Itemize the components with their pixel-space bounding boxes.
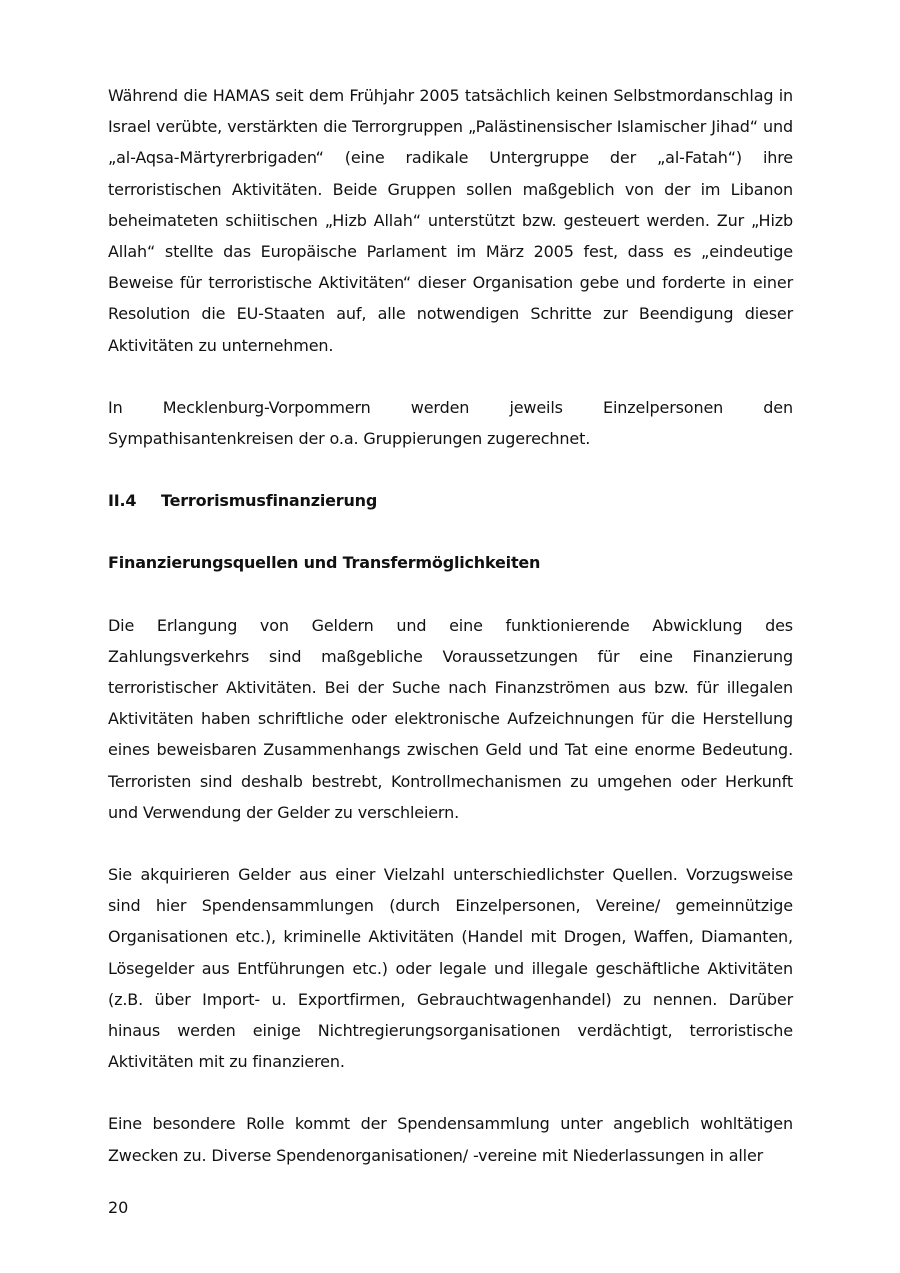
paragraph-gap bbox=[108, 516, 793, 547]
paragraph-quellen: Sie akquirieren Gelder aus einer Vielzahl unterschiedlichster Quellen. Vorzugsweise sind hier Spendensammlungen (durch Einzelpersonen, Vereine/ gemeinnützige Organisationen etc.), kriminelle Aktivitäten (Handel mit Drogen, Waffen, Diamanten, Lösegelder aus Entführungen etc.) oder legale und illegale geschäftliche Aktivitäten (z.B. über Import- u. Exportfirmen, Gebrauchtwagenhandel) zu nennen. Darüber hinaus werden einige Nichtregierungsorganisationen verdächtigt, terroristische Aktivitäten mit zu finanzieren. bbox=[108, 865, 793, 1072]
page-number: 20 bbox=[108, 1198, 129, 1217]
paragraph-erlangung: Die Erlangung von Geldern und eine funktionierende Abwicklung des Zahlungsverkehrs sind maßgebliche Voraussetzungen für eine Finanzierung terroristischer Aktivitäten. Bei der Suche nach Finanzströmen aus bzw. für illegalen Aktivitäten haben schriftliche oder elektronische Aufzeichnungen für die Herstellung eines beweisbaren Zusammenhangs zwischen Geld und Tat eine enorme Bedeutung. Terroristen sind deshalb bestrebt, Kontrollmechanismen zu umgehen oder Herkunft und Verwendung der Gelder zu verschleiern. bbox=[108, 615, 793, 822]
subheading: Finanzierungsquellen und Transfermöglichkeiten bbox=[108, 553, 541, 573]
paragraph-mecklenburg: In Mecklenburg-Vorpommern werden jeweils Einzelpersonen den Sympathisantenkreisen der o.a. Gruppierungen zugerechnet. bbox=[108, 397, 793, 449]
paragraph-gap bbox=[108, 454, 793, 485]
section-heading bbox=[108, 485, 793, 516]
paragraph-gap bbox=[108, 1077, 793, 1108]
paragraph-gap bbox=[108, 361, 793, 392]
paragraph-hamas: Während die HAMAS seit dem Frühjahr 2005 tatsächlich keinen Selbstmordanschlag in Israel verübte, verstärkten die Terrorgruppen „Palästinensischer Islamischer Jihad“ und „al-Aqsa-Märtyrerbrigaden“ (eine radikale Untergruppe der „al-Fatah“) ihre terroristischen Aktivitäten. Beide Gruppen sollen maßgeblich von der im Libanon beheimateten schiitischen „Hizb Allah“ unterstützt bzw. gesteuert werden. Zur „Hizb Allah“ stellte das Europäische Parlament im März 2005 fest, dass es „eindeutige Beweise für terroristische Aktivitäten“ dieser Organisation gebe und forderte in einer Resolution die EU-Staaten auf, alle notwendigen Schritte zur Beendigung dieser Aktivitäten zu unternehmen. bbox=[108, 86, 793, 355]
paragraph-spendensammlung: Eine besondere Rolle kommt der Spendensammlung unter angeblich wohltätigen Zwecken zu. Diverse Spendenorganisationen/ -vereine mit Niederlassungen in aller bbox=[108, 1114, 793, 1165]
paragraph-gap bbox=[108, 579, 793, 610]
section-title: Terrorismusfinanzierung bbox=[161, 491, 378, 511]
document-page bbox=[108, 80, 793, 1171]
paragraph-gap bbox=[108, 828, 793, 859]
section-number: II.4 bbox=[108, 491, 137, 511]
